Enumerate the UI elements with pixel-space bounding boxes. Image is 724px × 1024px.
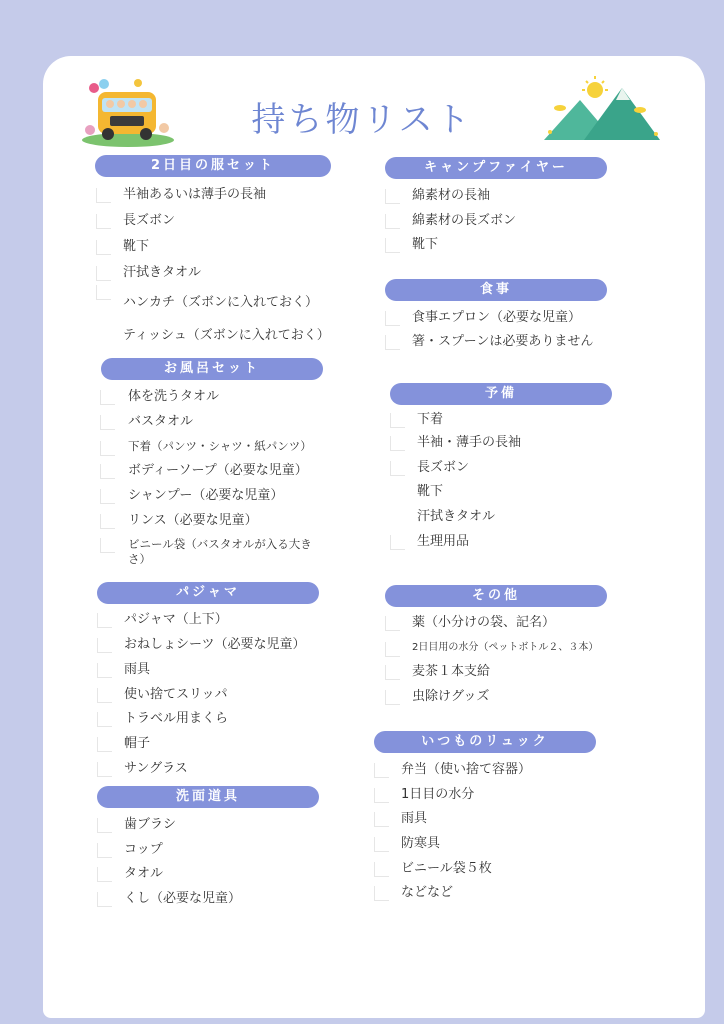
checkbox[interactable]: [96, 266, 111, 281]
checkbox[interactable]: [96, 285, 111, 300]
checkbox[interactable]: [97, 867, 112, 882]
checkbox[interactable]: [374, 886, 389, 901]
checkbox[interactable]: [100, 538, 115, 553]
checkbox[interactable]: [97, 737, 112, 752]
checkbox[interactable]: [390, 436, 405, 451]
checkbox[interactable]: [374, 812, 389, 827]
checkbox[interactable]: [96, 188, 111, 203]
checkbox[interactable]: [97, 613, 112, 628]
checkbox[interactable]: [385, 616, 400, 631]
section-header-clothes: 2日目の服セット: [95, 155, 331, 177]
section-header-wash: 洗面道具: [97, 786, 319, 808]
checkbox[interactable]: [374, 788, 389, 803]
checkbox[interactable]: [390, 461, 405, 476]
checkbox[interactable]: [385, 311, 400, 326]
checkbox[interactable]: [385, 335, 400, 350]
checkbox[interactable]: [97, 818, 112, 833]
checkbox[interactable]: [100, 464, 115, 479]
section-header-pajama: パジャマ: [97, 582, 319, 604]
checkbox[interactable]: [385, 189, 400, 204]
section-header-backpack: いつものリュック: [374, 731, 596, 753]
checkbox[interactable]: [385, 642, 400, 657]
page-title: 持ち物リスト: [251, 100, 473, 140]
section-header-meal: 食事: [385, 279, 607, 301]
checkbox[interactable]: [390, 535, 405, 550]
section-header-other: その他: [385, 585, 607, 607]
checkbox[interactable]: [374, 763, 389, 778]
checkbox[interactable]: [100, 489, 115, 504]
checkbox[interactable]: [97, 638, 112, 653]
checkbox[interactable]: [96, 214, 111, 229]
checkbox[interactable]: [100, 390, 115, 405]
section-header-spare: 予備: [390, 383, 612, 405]
checkbox[interactable]: [374, 837, 389, 852]
checkbox[interactable]: [97, 663, 112, 678]
checkbox[interactable]: [100, 441, 115, 456]
checkbox[interactable]: [385, 665, 400, 680]
checkbox[interactable]: [390, 413, 405, 428]
checkbox[interactable]: [97, 892, 112, 907]
checkbox[interactable]: [100, 415, 115, 430]
checkbox[interactable]: [374, 862, 389, 877]
checkbox[interactable]: [96, 240, 111, 255]
checkbox[interactable]: [97, 843, 112, 858]
checkbox[interactable]: [97, 762, 112, 777]
checkbox[interactable]: [97, 712, 112, 727]
checkbox[interactable]: [97, 688, 112, 703]
checkbox[interactable]: [385, 690, 400, 705]
section-header-campfire: キャンプファイヤー: [385, 157, 607, 179]
section-header-bath: お風呂セット: [101, 358, 323, 380]
checkbox[interactable]: [385, 238, 400, 253]
checkbox[interactable]: [385, 214, 400, 229]
checkbox[interactable]: [100, 514, 115, 529]
